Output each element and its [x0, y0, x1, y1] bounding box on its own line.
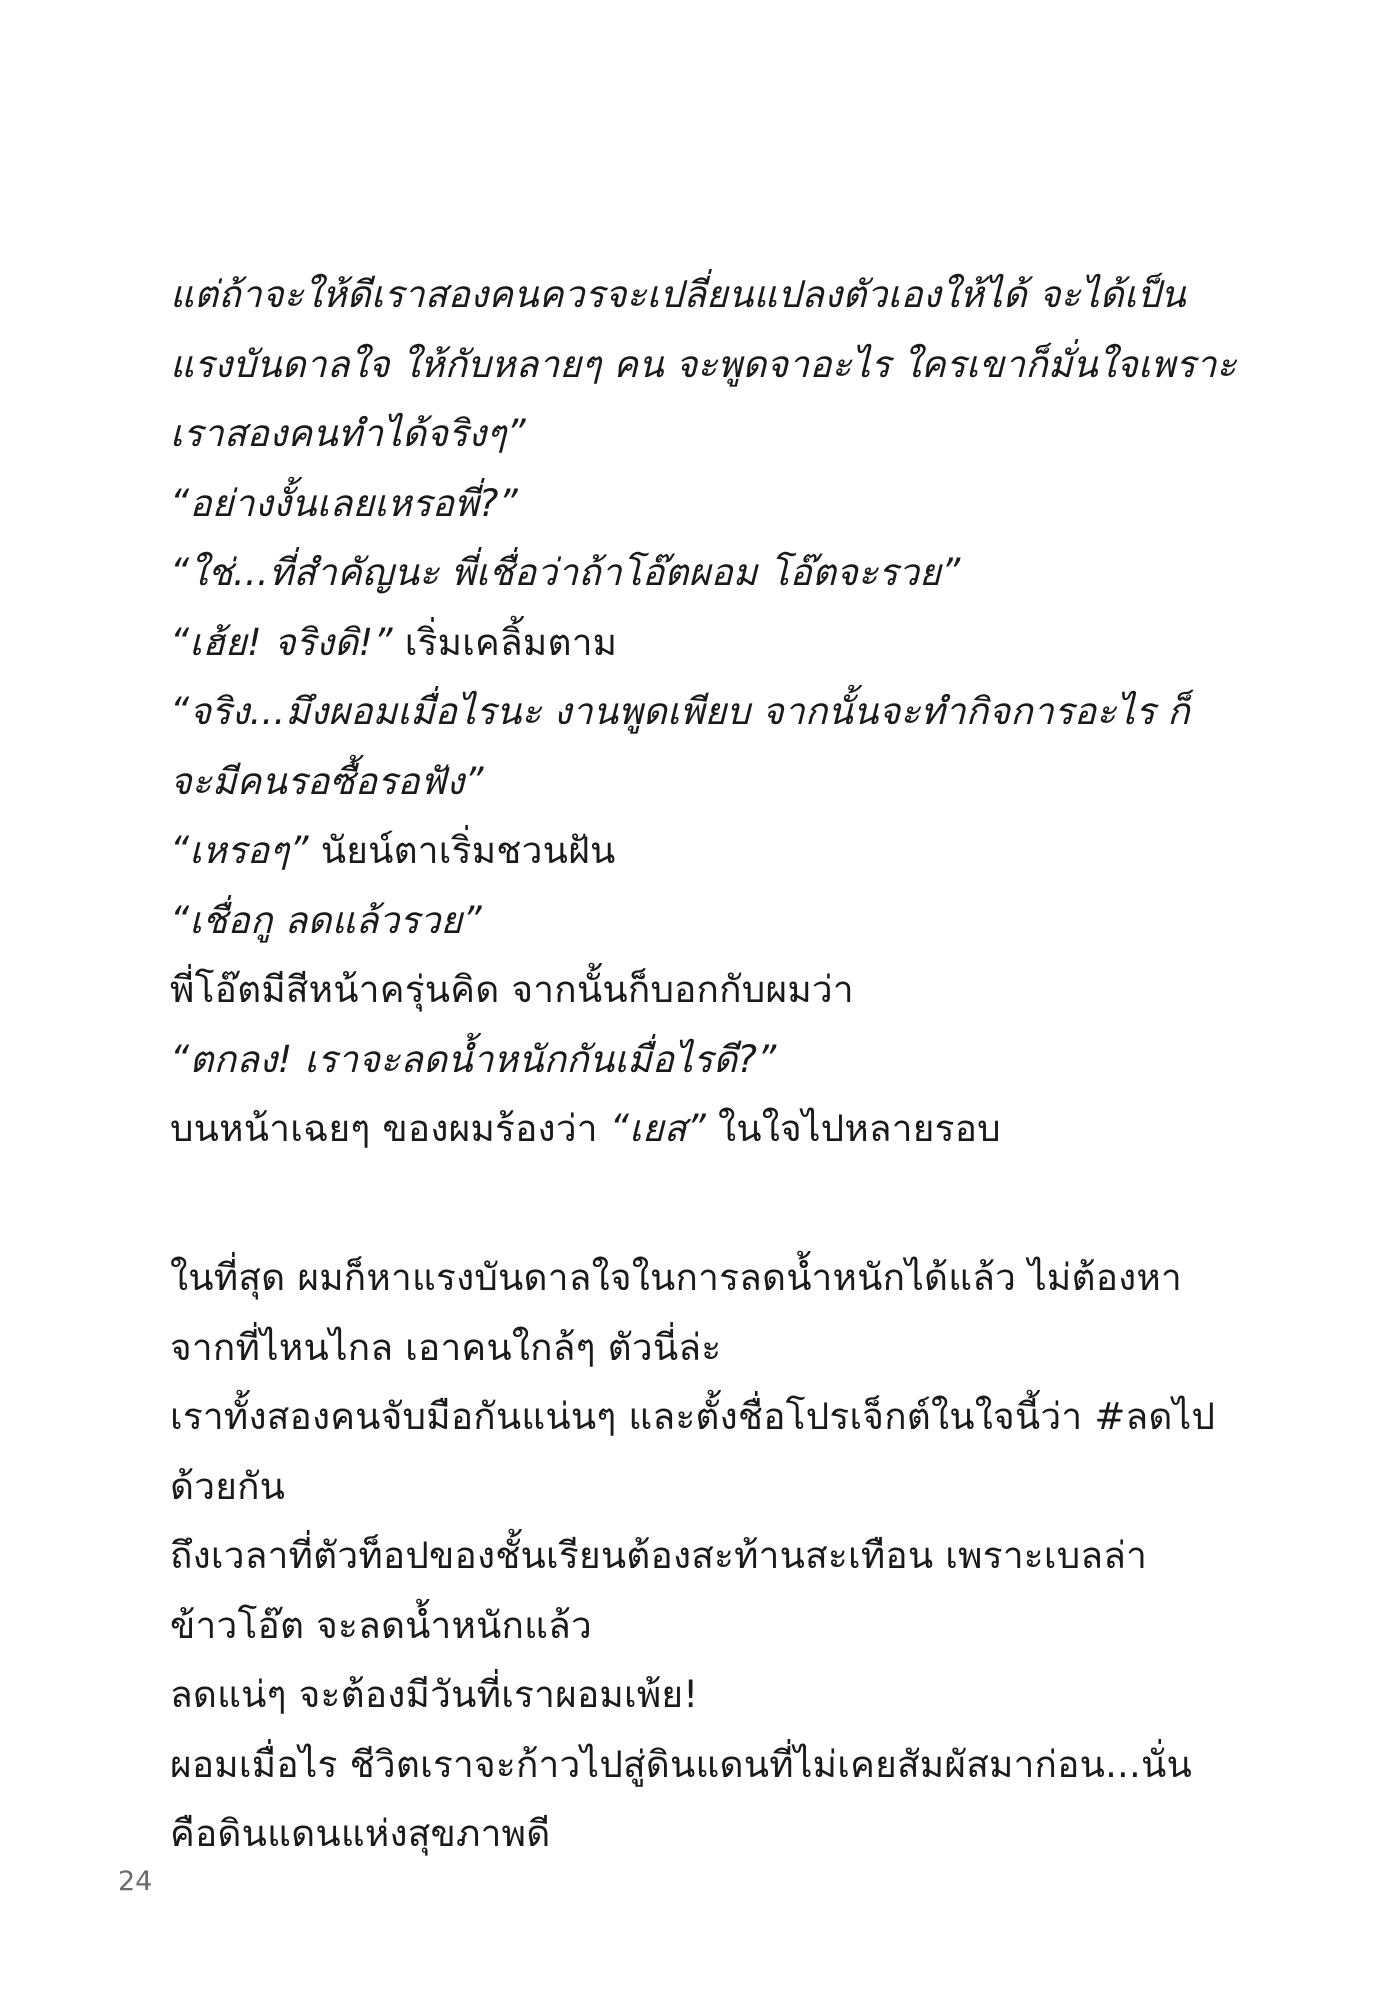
- text-run: พี่โอ๊ตมีสีหน้าครุ่นคิด จากนั้นก็บอกกับผมว่า: [170, 968, 854, 1011]
- text-line: ข้าวโอ๊ต จะลดน้ำหนักแล้ว: [170, 1603, 593, 1647]
- text-run: “เยส”: [609, 1107, 706, 1150]
- text-line: [170, 816, 1240, 886]
- text-line: [170, 538, 1240, 608]
- dialogue-section: [170, 260, 1240, 1164]
- text-run: เราสองคนทำได้จริงๆ”: [170, 412, 526, 455]
- text-line: [170, 399, 1240, 469]
- text-run: บนหน้าเฉยๆ ของผมร้องว่า: [170, 1107, 610, 1150]
- text-line: เราทั้งสองคนจับมือกันแน่นๆ และตั้งชื่อโปรเจ็กต์ในใจนี้ว่า #ลดไป: [170, 1395, 1216, 1438]
- text-run: “ตกลง! เราจะลดน้ำหนักกันเมื่อไรดี?”: [170, 1037, 777, 1081]
- text-run: “จริง...มึงผอมเมื่อไรนะ งานพูดเพียบ จากนั้นจะทำกิจการอะไร ก็: [170, 690, 1190, 733]
- text-line: ถึงเวลาที่ตัวท็อปของชั้นเรียนต้องสะท้านสะเทือน เพราะเบลล่า: [170, 1534, 1148, 1577]
- text-run: “ใช่...ที่สำคัญนะ พี่เชื่อว่าถ้าโอ๊ตผอม โอ๊ตจะรวย”: [170, 551, 961, 594]
- text-run: “เฮ้ย! จริงดิ!”: [170, 620, 393, 664]
- text-line: คือดินแดนแห่งสุขภาพดี: [170, 1812, 551, 1855]
- text-run: แต่ถ้าจะให้ดีเราสองคนควรจะเปลี่ยนแปลงตัวเองให้ได้ จะได้เป็น: [170, 273, 1186, 316]
- text-line: [170, 608, 1240, 678]
- text-line: [170, 886, 1240, 956]
- text-line: [170, 747, 1240, 817]
- text-line: ด้วยกัน: [170, 1464, 286, 1508]
- text-line: [170, 1094, 1240, 1164]
- text-line: ผอมเมื่อไร ชีวิตเราจะก้าวไปสู่ดินแดนที่ไม่เคยสัมผัสมาก่อน...นั่น: [170, 1742, 1192, 1786]
- page-number: 24: [118, 1866, 153, 1897]
- text-line: [170, 260, 1240, 330]
- text-run: “อย่างงั้นเลยเหรอพี่?”: [170, 481, 518, 525]
- text-run: นัยน์ตาเริ่มชวนฝัน: [308, 829, 616, 872]
- text-line: [170, 955, 1240, 1025]
- text-run: “เชื่อกู ลดแล้วรวย”: [170, 898, 482, 942]
- text-run: เริ่มเคลิ้มตาม: [392, 620, 618, 664]
- narration-section: [170, 1243, 1240, 1869]
- text-line: [170, 330, 1240, 400]
- text-line: จากที่ไหนไกล เอาคนใกล้ๆ ตัวนี่ล่ะ: [170, 1325, 722, 1369]
- text-line: [170, 677, 1240, 747]
- text-line: ในที่สุด ผมก็หาแรงบันดาลใจในการลดน้ำหนักได้แล้ว ไม่ต้องหา: [170, 1256, 1182, 1299]
- text-run: “เหรอๆ”: [170, 829, 309, 872]
- text-line: ลดแน่ๆ จะต้องมีวันที่เราผอมเพ้ย!: [170, 1673, 699, 1716]
- text-run: จะมีคนรอซื้อรอฟัง”: [170, 759, 484, 803]
- text-run: แรงบันดาลใจ ให้กับหลายๆ คน จะพูดจาอะไร ใครเขาก็มั่นใจเพราะ: [170, 342, 1237, 386]
- text-line: [170, 469, 1240, 539]
- text-run: ในใจไปหลายรอบ: [705, 1107, 1001, 1150]
- text-line: [170, 1025, 1240, 1095]
